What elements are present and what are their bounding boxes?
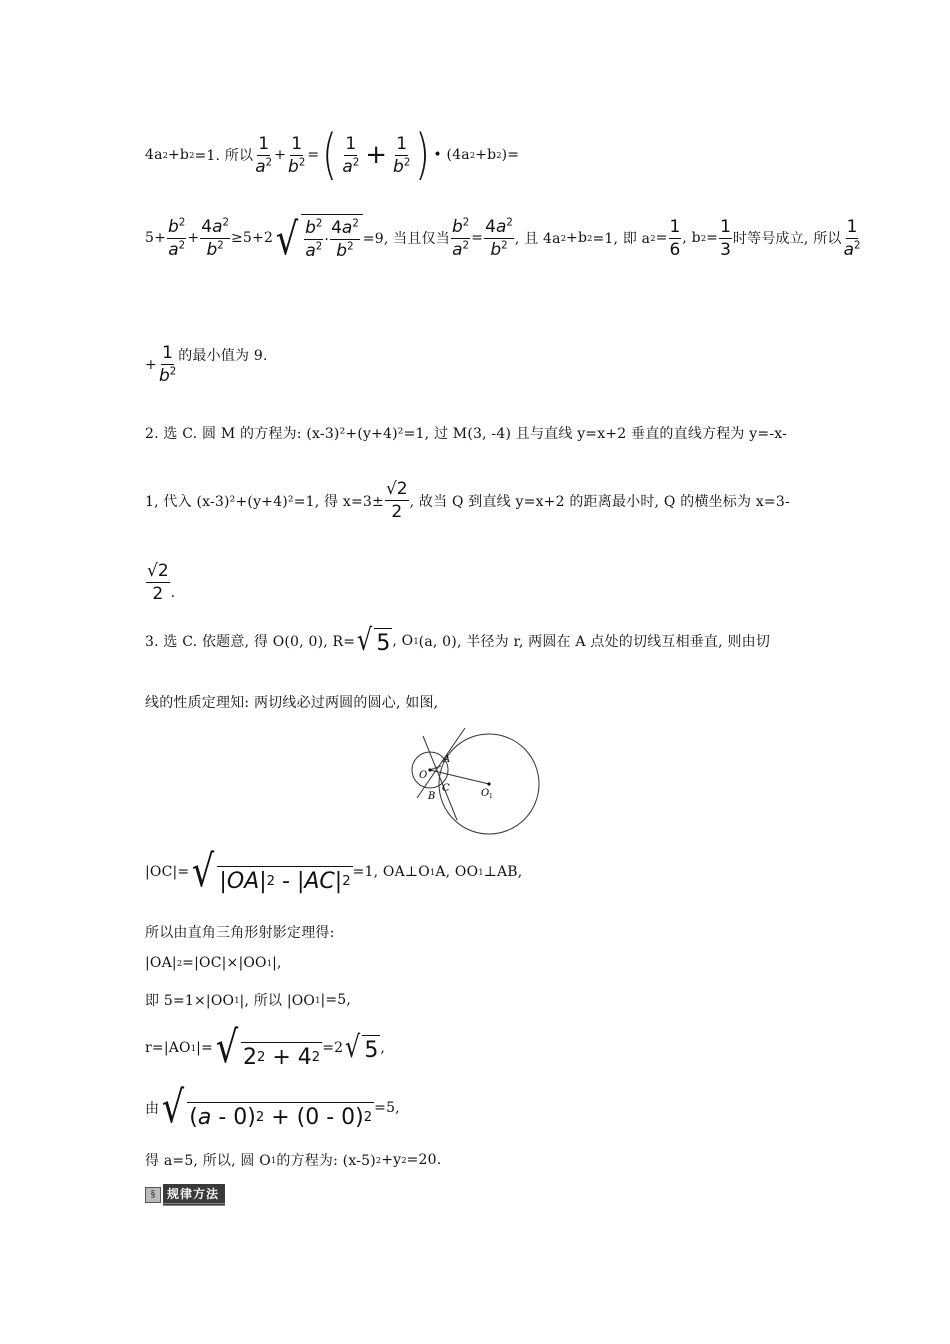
text: . [170, 584, 176, 601]
text: 的最小值为 9. [178, 347, 268, 364]
section-tag-icon: § [145, 1187, 161, 1203]
sqrt: √ 2 2 + 4 2 [215, 1022, 321, 1073]
fraction: $\frac{b^2}{a^2}$ [451, 216, 470, 260]
text: + [145, 356, 157, 373]
fraction: $\frac{1}{a^2}$ [255, 133, 273, 177]
text: =20. [406, 1152, 442, 1168]
fraction: $\frac{1}{a^2}$ [342, 133, 360, 177]
solution3-projection [145, 922, 335, 942]
solution3-ji: 即 5=1×|OO 1 |, 所以 |OO 1 |=5, [145, 992, 352, 1009]
text: , [380, 1040, 386, 1056]
text: ≥5+2 [231, 230, 274, 246]
fraction: $\frac{1}{b^2}$ [393, 133, 411, 177]
svg-text:1: 1 [489, 793, 493, 800]
text: 的方程为: (x-5) [276, 1153, 376, 1169]
text: 由 [145, 1101, 160, 1117]
solution2-line1 [145, 423, 787, 443]
fraction: $\frac{1}{a^2}$ [843, 216, 861, 260]
text: =1, 即 a [592, 231, 651, 247]
sqrt: √ $\frac{b^2}{a^2}$ · $\frac{4a^2}{b^2}$ [273, 214, 363, 262]
text: 2. 选 C. 圆 M 的方程为: (x-3)²+(y+4)²=1, 过 M(3, -4) 且与直线 y=x+2 垂直的直线方程为 y=-x- [145, 426, 788, 442]
text: |, [272, 955, 282, 971]
text: |=5, [320, 992, 352, 1008]
text: =9, 当且仅当 [362, 231, 450, 247]
text: A, OO [435, 864, 479, 880]
tangent-line-2 [423, 736, 457, 820]
text: 即 5=1×|OO [145, 993, 235, 1009]
text: |, 所以 |OO [239, 993, 316, 1009]
label-b: B [428, 791, 436, 802]
fraction: $\frac{1}{6}$ [669, 216, 681, 260]
text: =|OC|×|OO [182, 955, 267, 971]
text: +b [566, 230, 588, 246]
text: = [706, 230, 719, 246]
solution3-line1: 3. 选 C. 依题意, 得 O(0, 0), R= √ 5 , O 1 (a, 0), 半径为 r, 两圆在 A 点处的切线互相垂直, 则由切 [145, 623, 771, 658]
text: 3. 选 C. 依题意, 得 O(0, 0), R= [145, 634, 356, 650]
sqrt: √ 5 [357, 623, 391, 658]
text: +b [168, 147, 190, 163]
solution1-line2: 5+ $\frac{b^2}{a^2}$ + $\frac{4a^2}{b^2}$ ≥5+2 √ $\frac{b^2}{a^2}$ · $\frac{4a^2}{b^2}$ =9, 当且仅当 $\frac{b^2}{a^2}$ = $\frac{4a^2}{b^2}$ , 且 4a 2 +b 2 =1, 即 a 2 = $\frac{1}{6}$ , b 2 = $\frac{1}{3}$ 时等号成立, 所以 $\frac{1}{a^2}$ [145, 214, 861, 265]
circles-diagram [405, 728, 545, 838]
text: , 且 4a [514, 231, 561, 247]
sqrt: √ | OA | 2 - | AC | 2 [192, 846, 351, 897]
fraction: $\frac{4a^2}{b^2}$ [201, 216, 229, 260]
solution2-line2 [145, 478, 790, 523]
text: |= [196, 1040, 213, 1056]
sqrt: √ 5 [345, 1030, 379, 1065]
solution3-relation: |OA| 2 =|OC|×|OO 1 |, [145, 955, 282, 971]
solution3-final: 得 a=5, 所以, 圆 O 1 的方程为: (x-5) 2 +y 2 =20. [145, 1152, 442, 1169]
label-o: O [419, 770, 428, 781]
text: 得 a=5, 所以, 圆 O [145, 1153, 271, 1169]
text: (a, 0), 半径为 r, 两圆在 A 点处的切线互相垂直, 则由切 [418, 634, 771, 650]
text: |OC|= [145, 864, 190, 880]
text: • (4a [433, 147, 470, 163]
text: )= [501, 147, 520, 163]
solution1-line3 [145, 342, 268, 387]
label-a: A [443, 754, 451, 765]
section-tag-label: 规律方法 [163, 1184, 225, 1206]
text: r=|AO [145, 1040, 191, 1056]
text: +b [475, 147, 497, 163]
fraction: $\frac{4a^2}{b^2}$ [485, 216, 513, 260]
solution3-oc-line: |OC|= √ | OA | 2 - | AC | 2 =1, OA⊥O 1 A, OO 1 ⊥AB, [145, 846, 523, 897]
solution3-r: r=|AO 1 |= √ 2 2 + 4 2 =2 √ 5 , [145, 1022, 386, 1073]
text: =1, OA⊥O [352, 864, 430, 880]
text: 1, 代入 (x-3)²+(y+4)²=1, 得 x=3± [145, 493, 384, 510]
text: 所以由直角三角形射影定理得: [145, 925, 335, 941]
text: =2 [322, 1040, 344, 1056]
fraction: $\frac{b^2}{a^2}$ [168, 216, 186, 260]
solution3-line2 [145, 692, 438, 712]
text: , 故当 Q 到直线 y=x+2 的距离最小时, Q 的横坐标为 x=3- [409, 493, 790, 510]
text: 线的性质定理知: 两切线必过两圆的圆心, 如图, [145, 695, 439, 711]
text: 时等号成立, 所以 [732, 231, 842, 247]
text: =5, [374, 1100, 400, 1116]
geometry-figure [405, 728, 545, 842]
text: , b [682, 230, 701, 246]
fraction: $\frac{1}{b^2}$ [158, 343, 177, 386]
solution3-you [145, 1082, 400, 1133]
text: 4a [145, 147, 163, 163]
text: = [655, 230, 668, 246]
fraction: $\frac{1}{3}$ [720, 216, 731, 260]
text: ⊥AB, [483, 864, 523, 880]
label-o1: O [481, 788, 490, 799]
text: |OA| [145, 955, 177, 971]
solution1-line1: 4a 2 +b 2 =1. 所以 $\frac{1}{a^2}$ + $\frac{1}{b^2}$ = ( $\frac{1}{a^2}$ + $\frac{1}{b^2}$ ) • (4a 2 +b 2 )= [145, 123, 520, 186]
text: , O [392, 633, 414, 649]
fraction: $\frac{1}{b^2}$ [288, 133, 306, 177]
fraction: $\frac{√2}{2}$ [385, 479, 408, 522]
sqrt: √ ( a - 0) 2 + (0 - 0) 2 [162, 1082, 373, 1133]
text: =1. 所以 [194, 148, 254, 164]
label-c: C [442, 783, 450, 794]
fraction: $\frac{√2}{2}$ [147, 561, 169, 604]
text: 5+ [145, 230, 167, 246]
section-tag [145, 1184, 225, 1206]
solution2-line3 [145, 560, 175, 605]
text: +y [381, 1152, 402, 1168]
